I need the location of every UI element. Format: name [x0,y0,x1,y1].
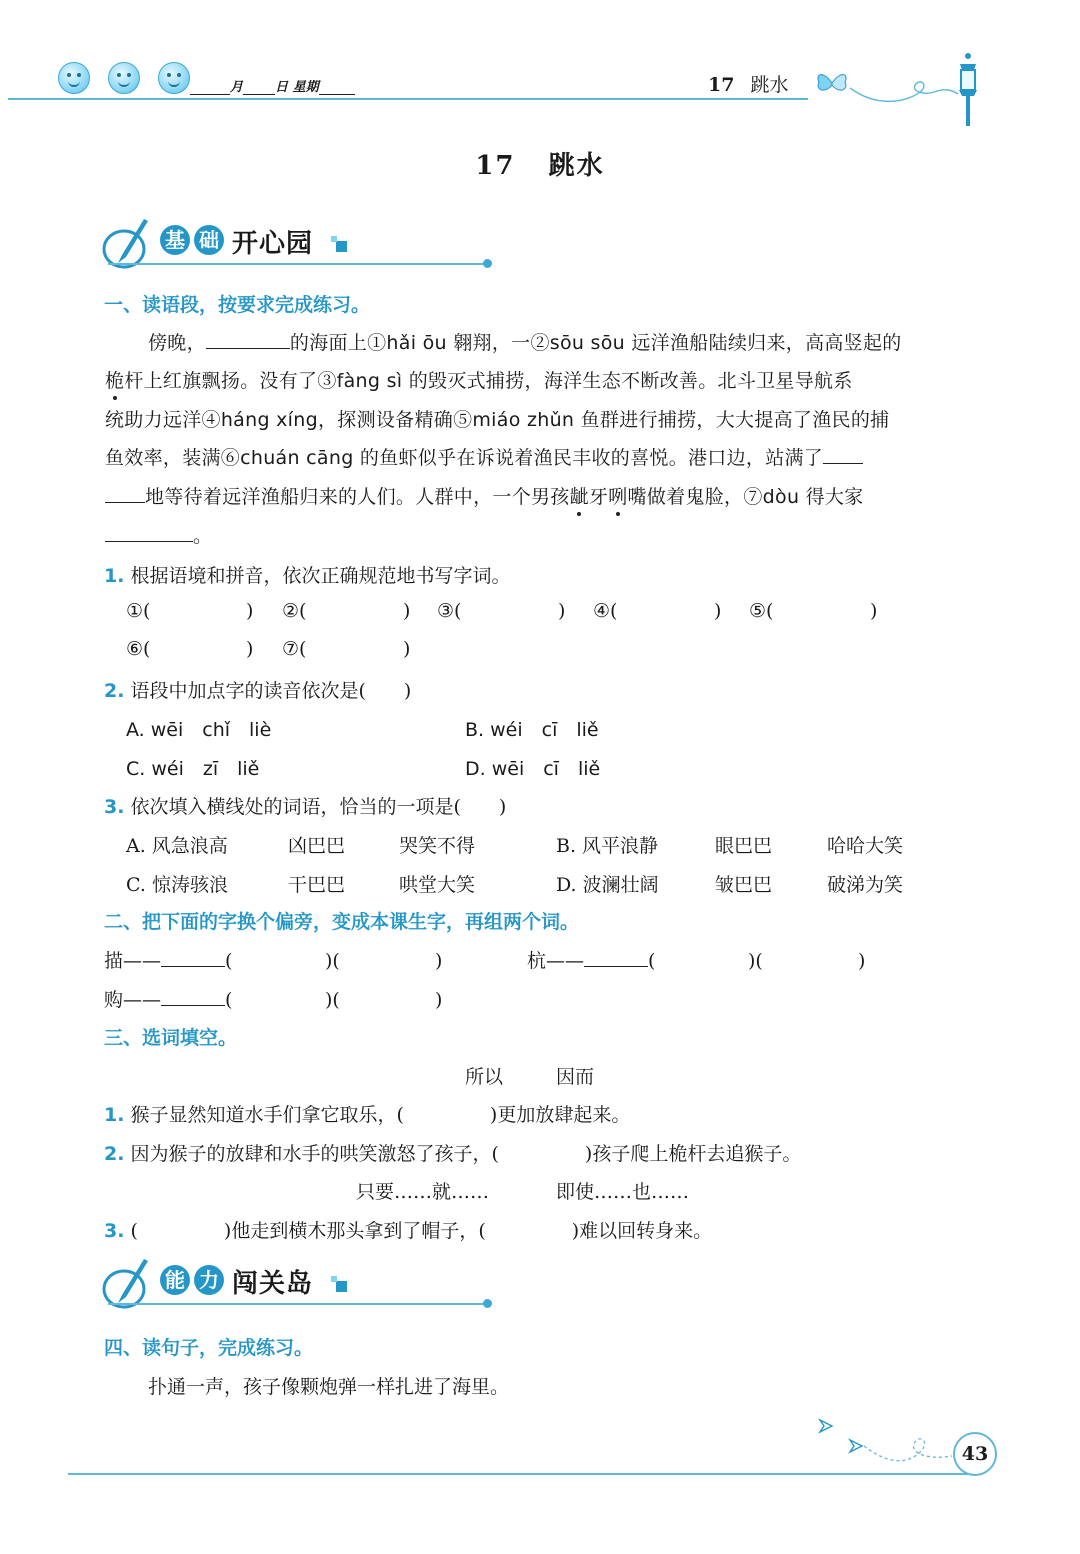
text-segment: 得大家 [799,486,864,508]
answer-close [558,600,565,622]
lamp-icon [950,50,986,130]
answer-close [714,600,721,622]
paren-close: ) [403,600,411,622]
text-segment: 杆上红旗飘扬。没有了③ [124,370,337,392]
paragraph-line-2 [105,366,960,393]
option-b-word-2: 眼巴巴 [715,835,773,857]
answer-close [403,600,410,622]
answer-blank-3[interactable] [437,600,461,622]
paragraph-line-1 [148,328,1003,355]
sentence-text: )他走到横木那头拿到了帽子，( [223,1220,486,1242]
text-segment: 鱼群进行捕捞，大大提高了渔民的捕 [574,409,890,431]
sad-face-icon [158,62,190,94]
option-c[interactable]: C. wéi zī liě [126,758,260,780]
text-segment: 的毁灭式捕捞，海洋生态不断改善。北斗卫星导航系 [402,370,853,392]
option-c-word-3: 哄堂大笑 [399,874,476,896]
option-d[interactable]: D. wēi cī liě [465,758,601,780]
pinyin: hǎi ōu [386,332,447,354]
answer-close [870,600,877,622]
paragraph-line-4 [105,443,960,470]
text-segment: ，探测设备精确⑤ [317,409,473,431]
day-label: 日 [275,80,289,95]
banner-rule [108,1303,488,1305]
blank-line[interactable] [823,445,863,464]
text-segment: 鱼效率，装满⑥ [105,447,241,469]
option-a[interactable]: A. wēi chǐ liè [126,719,272,741]
option-b[interactable]: B. wéi cī liě [465,719,599,741]
blank-line[interactable] [161,948,225,967]
butterfly-icon [815,68,849,98]
radical-item-1 [104,946,442,973]
question-1 [104,561,511,588]
radical-item-2 [527,946,865,973]
date-fields [190,76,355,95]
text-segment: 。 [193,525,213,547]
reading-sentence: 扑通一声，孩子像颗炮弹一样扎进了海里。 [148,1376,510,1398]
paragraph-line-5 [105,482,960,509]
paragraph-line-6 [105,521,960,548]
word-option: 只要……就…… [356,1181,490,1203]
word-blank-1[interactable]: ( [648,950,656,972]
sentence-text: )孩子爬上桅杆去追猴子。 [584,1143,802,1165]
lesson-name: 跳水 [548,151,605,181]
text-segment: 傍晚， [148,332,206,354]
section-4-heading: 四、读句子，完成练习。 [104,1337,314,1359]
answer-blank-5[interactable] [749,600,773,622]
paren-close: ) [858,950,866,972]
question-number: 3. [104,1220,125,1242]
answer-blank-4[interactable] [593,600,617,622]
text-segment: 嘴做着鬼脸，⑦ [627,486,763,508]
pinyin: fàng sì [336,370,403,392]
banner-rule [108,263,488,265]
section-2-heading: 二、把下面的字换个偏旁，变成本课生字，再组两个词。 [104,911,580,933]
source-char: 描—— [104,950,162,972]
header-rule [8,98,808,100]
question-number: 2. [104,680,125,702]
section-banner-ability [100,1255,500,1315]
word-option: 因而 [556,1066,595,1088]
pinyin: miáo zhǔn [472,409,575,431]
neutral-face-icon [108,62,140,94]
option-b-word-3: 哈哈大笑 [827,835,904,857]
banner-pill-1: 基 [160,225,190,255]
blank-label: ①( [126,600,151,622]
blank-label: ⑦( [282,638,307,660]
paren-close: ) [558,600,566,622]
day-blank[interactable] [243,80,275,95]
word-blank-2[interactable]: )( [748,950,763,972]
radical-item-3 [104,985,442,1012]
banner-dot [483,259,492,268]
blank-label: ⑥( [126,638,151,660]
section-1-heading: 一、读语段，按要求完成练习。 [104,294,371,316]
fill-sentence-1 [104,1100,630,1127]
option-c-word-2: 干巴巴 [288,874,346,896]
paragraph-line-3 [105,405,960,432]
lesson-number: 17 [475,151,516,181]
lesson-title [0,145,1080,182]
blank-line[interactable] [206,330,290,349]
blank-label: ③( [437,600,462,622]
header-lesson-number: 17 [708,74,735,96]
word-option: 即使……也…… [556,1181,690,1203]
option-d[interactable]: D. 波澜壮阔 [556,874,659,896]
answer-blank-6[interactable] [126,638,150,660]
month-label: 月 [230,80,244,95]
paren-close: ) [246,638,254,660]
page-number: 43 [953,1432,997,1476]
blank-line[interactable] [584,948,648,967]
banner-title: 开心园 [232,229,314,259]
banner-dot [483,1299,492,1308]
month-blank[interactable] [190,80,230,95]
text-segment: 牙 [588,486,609,508]
dotted-char: 咧 [608,486,628,508]
brush-icon [102,215,150,269]
smiley-face-icon [58,62,90,94]
fill-sentence-2 [104,1139,801,1166]
header-lesson-name: 跳水 [750,74,789,96]
banner-square-decoration [336,1281,347,1292]
blank-label: ②( [282,600,307,622]
question-text: 依次填入横线处的词语，恰当的一项是( ) [130,796,507,818]
blank-label: ④( [593,600,618,622]
option-d-word-2: 皱巴巴 [715,874,773,896]
word-blank-1[interactable]: ( [225,989,233,1011]
word-blank-2[interactable]: )( [325,989,340,1011]
question-number: 2. [104,1143,125,1165]
sentence-text: 猴子显然知道水手们拿它取乐，( [130,1104,404,1126]
paren-close: ) [714,600,722,622]
sentence-text: )难以回转身来。 [571,1220,713,1242]
banner-square-decoration [336,241,347,252]
weekday-label: 星期 [292,80,319,95]
text-segment: 翱翔，一② [446,332,550,354]
dotted-char: 龇 [569,486,589,508]
option-a-word-2: 凶巴巴 [288,835,346,857]
paren-close: ) [435,989,443,1011]
sentence-text: )更加放肆起来。 [489,1104,631,1126]
footer-decoration [810,1410,960,1470]
answer-blank-7[interactable] [282,638,306,660]
answer-close [246,638,253,660]
source-char: 杭—— [527,950,585,972]
option-b[interactable]: B. 风平浪静 [556,835,659,857]
banner-pill-2: 力 [194,1265,224,1295]
sentence-text: 因为猴子的放肆和水手的哄笑激怒了孩子，( [130,1143,499,1165]
word-blank-1[interactable]: ( [225,950,233,972]
header-lesson-title [708,70,788,97]
answer-close [403,638,410,660]
page-header [0,40,1080,110]
blank-label: ⑤( [749,600,774,622]
word-option: 所以 [465,1066,504,1088]
footer-rule [68,1473,968,1475]
answer-blank-1[interactable] [126,600,150,622]
blank-line[interactable] [105,523,193,542]
text-segment: 地等待着远洋渔船归来的人们。人群中，一个男孩 [145,486,570,508]
blank-line[interactable] [105,484,145,503]
answer-close [246,600,253,622]
banner-pill-2: 础 [194,225,224,255]
question-number: 3. [104,796,125,818]
question-2 [104,676,411,703]
text-segment: 的海面上① [289,332,387,354]
section-banner-basics [100,215,500,275]
question-text: 根据语境和拼音，依次正确规范地书写字词。 [130,565,511,587]
question-number: 1. [104,1104,125,1126]
word-blank-2[interactable]: )( [325,950,340,972]
option-d-word-3: 破涕为笑 [827,874,904,896]
pinyin: chuán cāng [240,447,354,469]
option-a-word-3: 哭笑不得 [399,835,476,857]
question-3 [104,792,506,819]
question-number: 1. [104,565,125,587]
pinyin: háng xíng [220,409,318,431]
answer-blank-2[interactable] [282,600,306,622]
banner-title: 闯关岛 [232,1269,314,1299]
brush-icon [102,1255,150,1309]
text-segment: 的鱼虾似乎在诉说着渔民丰收的喜悦。港口边，站满了 [353,447,824,469]
paren-close: ) [403,638,411,660]
section-3-heading: 三、选词填空。 [104,1027,238,1049]
text-segment: 统助力远洋④ [105,409,221,431]
dotted-char: 桅 [105,370,125,392]
paren-close: ) [435,950,443,972]
question-text: 语段中加点字的读音依次是( ) [130,680,412,702]
pinyin: sōu sōu [549,332,626,354]
option-a[interactable]: A. 风急浪高 [126,835,228,857]
paren-close: ) [870,600,878,622]
sentence-text: ( [130,1220,138,1242]
swirl-decoration [850,70,960,110]
weekday-blank[interactable] [319,80,355,95]
source-char: 购—— [104,989,162,1011]
banner-pill-1: 能 [160,1265,190,1295]
paren-close: ) [246,600,254,622]
pinyin: dòu [762,486,800,508]
text-segment: 远洋渔船陆续归来，高高竖起的 [625,332,902,354]
option-c[interactable]: C. 惊涛骇浪 [126,874,228,896]
blank-line[interactable] [161,987,225,1006]
fill-sentence-3 [104,1216,712,1243]
